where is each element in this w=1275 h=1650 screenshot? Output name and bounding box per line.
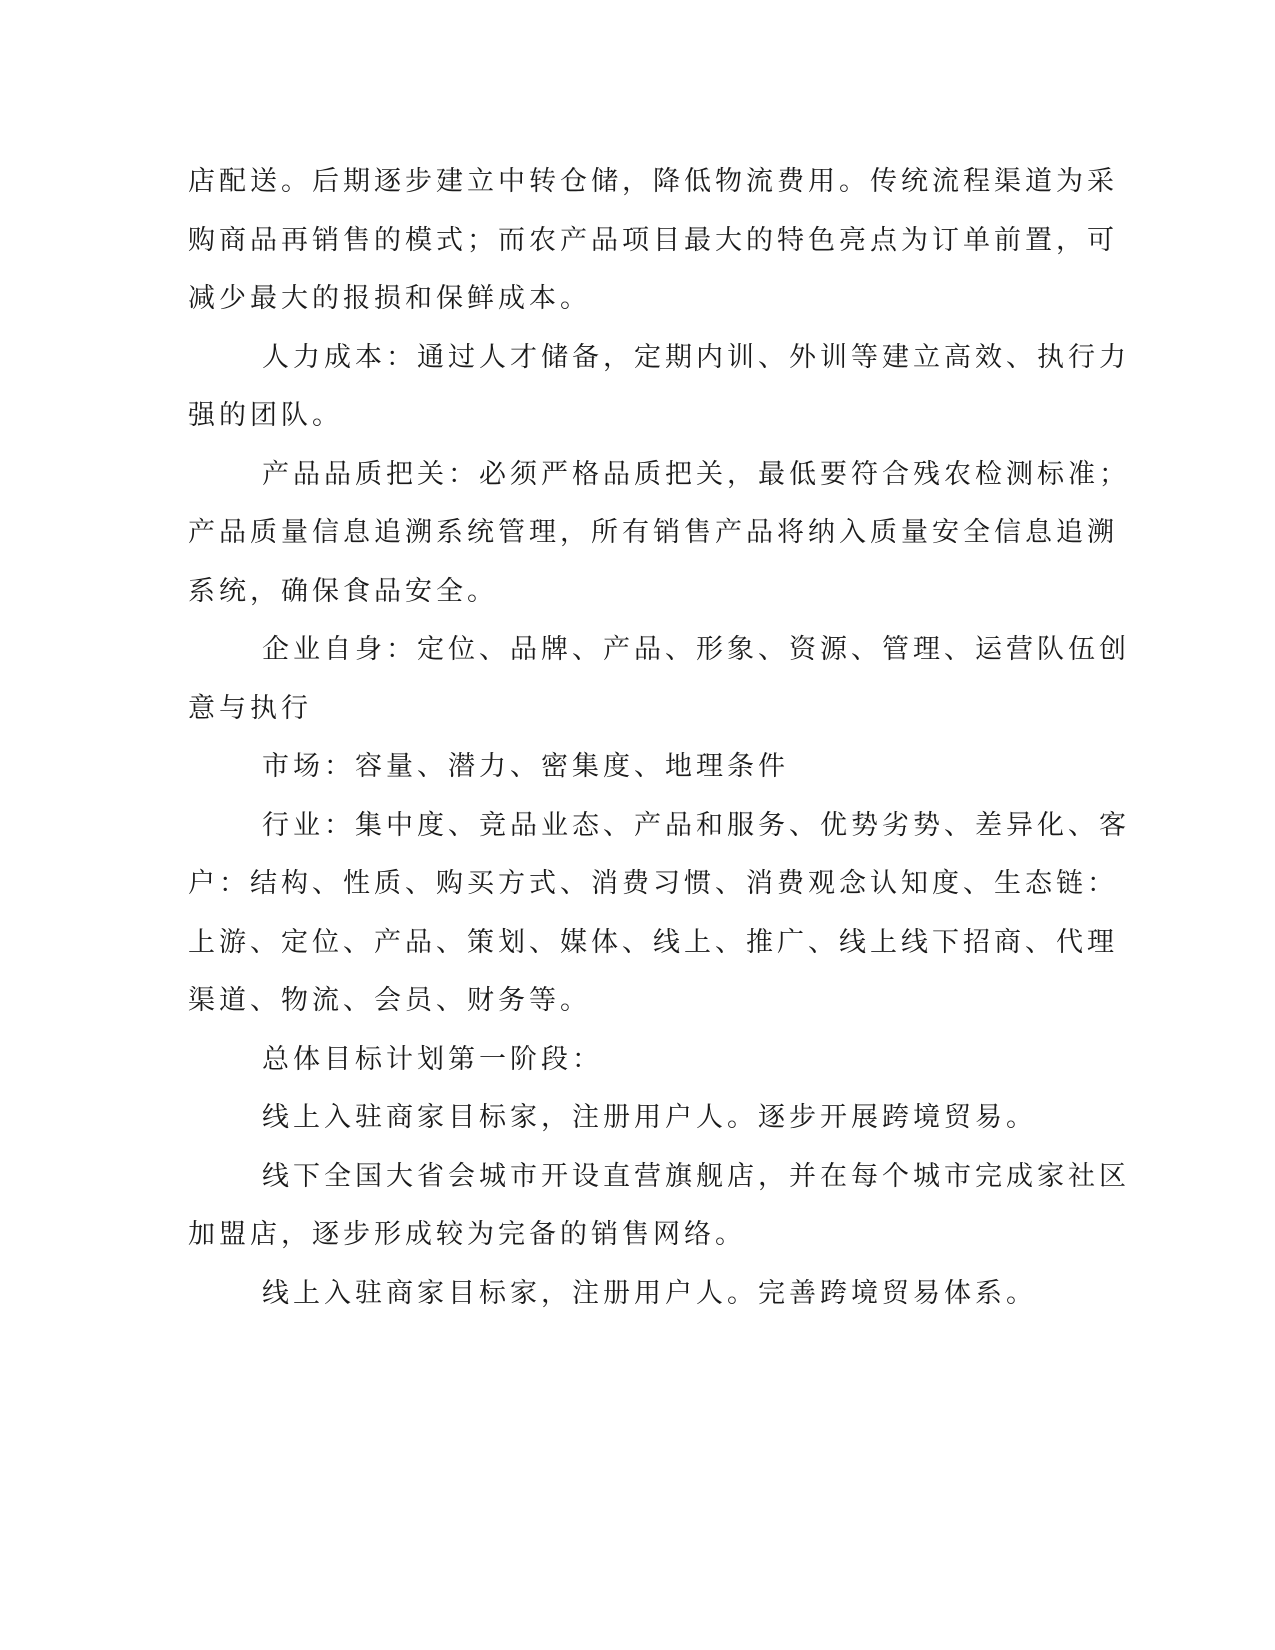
text-line: 强的团队。 xyxy=(188,400,343,431)
paragraph-start-line: 总体目标计划第一阶段： xyxy=(262,1044,603,1075)
paragraph-start-line: 线下全国大省会城市开设直营旗舰店，并在每个城市完成家社区 xyxy=(262,1161,1130,1192)
text-line: 意与执行 xyxy=(188,693,312,724)
text-line: 店配送。后期逐步建立中转仓储，降低物流费用。传统流程渠道为采 xyxy=(188,166,1118,197)
paragraph-start-line: 行业：集中度、竞品业态、产品和服务、优势劣势、差异化、客 xyxy=(262,810,1130,841)
text-line: 产品质量信息追溯系统管理，所有销售产品将纳入质量安全信息追溯 xyxy=(188,517,1118,548)
paragraph-start-line: 线上入驻商家目标家，注册用户人。完善跨境贸易体系。 xyxy=(262,1278,1037,1309)
text-line: 户：结构、性质、购买方式、消费习惯、消费观念认知度、生态链： xyxy=(188,868,1118,899)
paragraph-start-line: 市场：容量、潜力、密集度、地理条件 xyxy=(262,751,789,782)
text-line: 购商品再销售的模式；而农产品项目最大的特色亮点为订单前置，可 xyxy=(188,225,1118,256)
paragraph-start-line: 人力成本：通过人才储备，定期内训、外训等建立高效、执行力 xyxy=(262,342,1130,373)
paragraph-start-line: 企业自身：定位、品牌、产品、形象、资源、管理、运营队伍创 xyxy=(262,634,1130,665)
text-line: 加盟店，逐步形成较为完备的销售网络。 xyxy=(188,1219,746,1250)
text-line: 系统，确保食品安全。 xyxy=(188,576,498,607)
text-line: 渠道、物流、会员、财务等。 xyxy=(188,985,591,1016)
paragraph-start-line: 线上入驻商家目标家，注册用户人。逐步开展跨境贸易。 xyxy=(262,1102,1037,1133)
paragraph-start-line: 产品品质把关：必须严格品质把关，最低要符合残农检测标准； xyxy=(262,459,1130,490)
text-line: 上游、定位、产品、策划、媒体、线上、推广、线上线下招商、代理 xyxy=(188,927,1118,958)
text-line: 减少最大的报损和保鲜成本。 xyxy=(188,283,591,314)
